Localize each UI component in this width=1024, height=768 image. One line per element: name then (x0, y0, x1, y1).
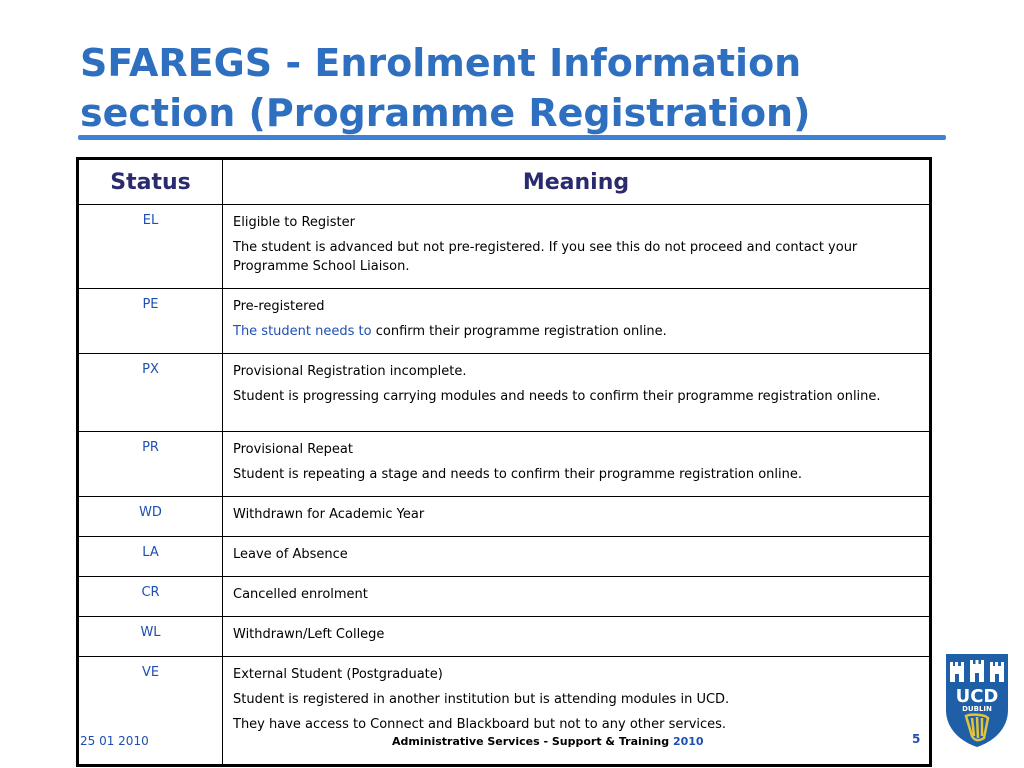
table-row (78, 577, 931, 617)
meaning-title: Provisional Repeat (233, 442, 353, 457)
table-row (78, 289, 931, 354)
footer-text (392, 735, 704, 748)
meaning-detail: Student is progressing carrying modules and needs to confirm their programme registration online. (233, 389, 881, 404)
meaning-cell (223, 354, 931, 432)
meaning-detail (233, 322, 919, 341)
meaning-detail: The student is advanced but not pre-registered. If you see this do not proceed and contact your Programme School Liaison. (233, 240, 858, 274)
table-row (78, 537, 931, 577)
meaning-cell (223, 205, 931, 289)
meaning-detail: Student is repeating a stage and needs to confirm their programme registration online. (233, 467, 802, 482)
meaning-title: Withdrawn for Academic Year (233, 507, 425, 522)
slide-title-line1: SFAREGS - Enrolment Information (80, 41, 802, 85)
status-code: VE (78, 657, 223, 766)
status-code: PX (78, 354, 223, 432)
status-code: WD (78, 497, 223, 537)
status-code: LA (78, 537, 223, 577)
meaning-title: Leave of Absence (233, 547, 348, 562)
status-code: WL (78, 617, 223, 657)
table-row (78, 657, 931, 766)
meaning-title: Eligible to Register (233, 215, 356, 230)
footer-year: 2010 (672, 735, 704, 748)
table-row (78, 617, 931, 657)
logo-text-main: UCD (955, 686, 999, 707)
meaning-cell (223, 537, 931, 577)
logo-text-sub: DUBLIN (962, 705, 992, 713)
meaning-detail: They have access to Connect and Blackboard but not to any other services. (233, 717, 727, 732)
meaning-title: Provisional Registration incomplete. (233, 364, 467, 379)
status-table (76, 157, 932, 767)
meaning-cell (223, 432, 931, 497)
meaning-detail: Student is registered in another institution but is attending modules in UCD. (233, 692, 730, 707)
status-code: PE (78, 289, 223, 354)
meaning-detail-highlight: The student needs to (233, 324, 372, 339)
meaning-title: Withdrawn/Left College (233, 627, 385, 642)
status-table-container (76, 157, 932, 767)
meaning-title: Cancelled enrolment (233, 587, 368, 602)
meaning-cell (223, 617, 931, 657)
meaning-cell (223, 657, 931, 766)
meaning-cell (223, 289, 931, 354)
slide-title (80, 38, 960, 138)
meaning-title: External Student (Postgraduate) (233, 667, 443, 682)
header-meaning: Meaning (223, 159, 931, 205)
table-row (78, 432, 931, 497)
table-row (78, 354, 931, 432)
table-row (78, 497, 931, 537)
status-code: EL (78, 205, 223, 289)
meaning-detail-rest: confirm their programme registration online. (371, 324, 667, 339)
meaning-cell (223, 577, 931, 617)
meaning-title: Pre-registered (233, 299, 325, 314)
table-row (78, 205, 931, 289)
page-number: 5 (912, 732, 921, 746)
status-code: CR (78, 577, 223, 617)
header-status: Status (78, 159, 223, 205)
footer-department: Administrative Services - Support & Training (392, 735, 670, 748)
ucd-crest-logo (944, 652, 1010, 748)
table-header-row (78, 159, 931, 205)
title-underline (78, 135, 946, 140)
slide-title-line2: section (Programme Registration) (80, 91, 811, 135)
footer-date: 25 01 2010 (80, 734, 149, 748)
status-code: PR (78, 432, 223, 497)
meaning-cell (223, 497, 931, 537)
